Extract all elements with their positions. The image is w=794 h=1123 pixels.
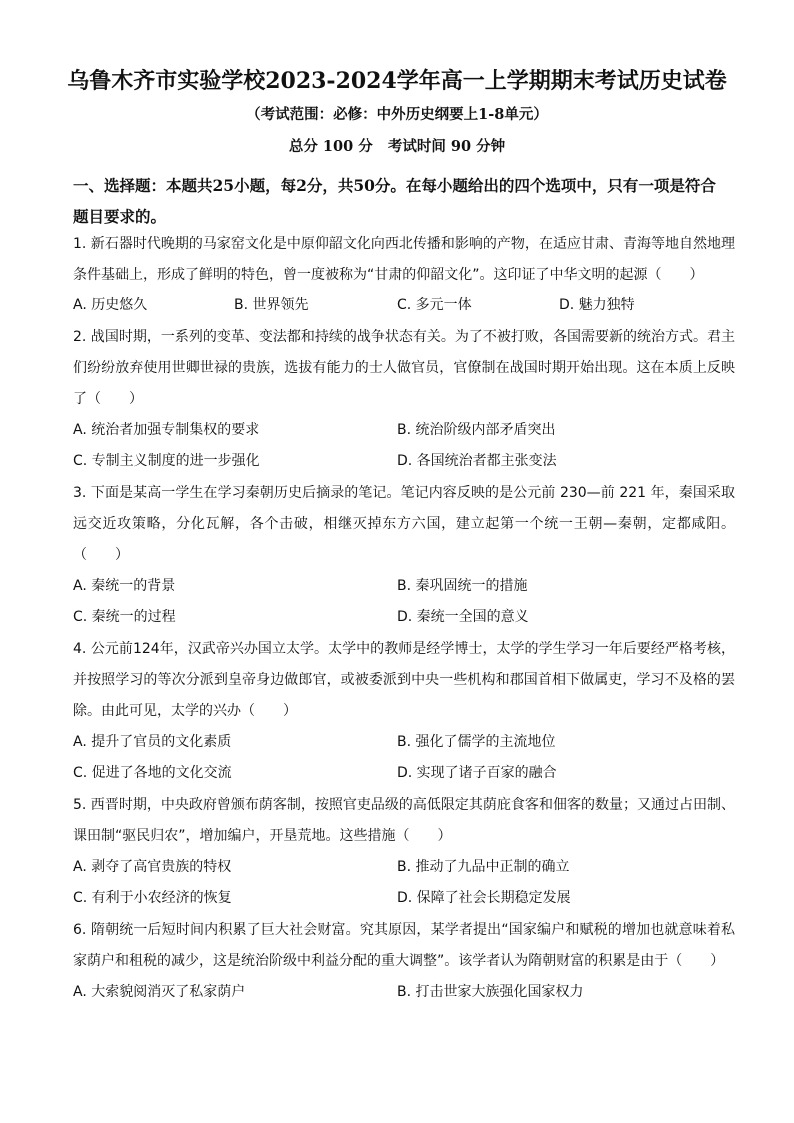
option-a: A. 统治者加强专制集权的要求	[73, 422, 260, 438]
question-4	[73, 634, 735, 727]
option-a: A. 秦统一的背景	[73, 578, 176, 594]
option-c: C. 促进了各地的文化交流	[73, 765, 232, 781]
option-b: B. 秦巩固统一的措施	[397, 578, 528, 594]
section-heading: 一、选择题：本题共25小题，每2分，共50分。在每小题给出的四个选项中，只有一项是符合题目要求的。	[73, 176, 716, 226]
option-b: B. 打击世家大族强化国家权力	[397, 984, 584, 1000]
option-d: D. 魅力独特	[559, 297, 635, 313]
option-d: D. 保障了社会长期稳定发展	[397, 890, 571, 906]
option-d: D. 实现了诸子百家的融合	[397, 765, 557, 781]
option-b: B. 世界领先	[234, 297, 309, 313]
question-stem: 6. 隋朝统一后短时间内积累了巨大社会财富。究其原因，某学者提出“国家编户和赋税的增加也就意味着私家荫户和租税的减少，这是统治阶级中利益分配的重大调整”。该学者认为隋朝财富的积累是由于（ ）	[73, 922, 735, 969]
score-and-time: 总分 100 分 考试时间 90 分钟	[288, 138, 506, 155]
question-1	[73, 229, 735, 291]
exam-scope: （考试范围：必修：中外历史纲要上1-8单元）	[246, 106, 548, 123]
option-a: A. 大索貌阅消灭了私家荫户	[73, 984, 246, 1000]
option-c: C. 多元一体	[397, 297, 472, 313]
question-3	[73, 478, 735, 571]
option-d: D. 秦统一全国的意义	[397, 609, 529, 625]
option-b: B. 统治阶级内部矛盾突出	[397, 422, 556, 438]
question-2	[73, 322, 735, 415]
option-b: B. 推动了九品中正制的确立	[397, 859, 570, 875]
option-a: A. 剥夺了高官贵族的特权	[73, 859, 232, 875]
exam-title: 乌鲁木齐市实验学校2023-2024学年高一上学期期末考试历史试卷	[67, 68, 727, 94]
option-c: C. 有利于小农经济的恢复	[73, 890, 232, 906]
option-d: D. 各国统治者都主张变法	[397, 453, 557, 469]
option-b: B. 强化了儒学的主流地位	[397, 734, 556, 750]
question-6	[73, 915, 735, 977]
option-c: C. 专制主义制度的进一步强化	[73, 453, 260, 469]
question-stem: 5. 西晋时期，中央政府曾颁布荫客制，按照官吏品级的高低限定其荫庇食客和佃客的数量；又通过占田制、课田制“驱民归农”，增加编户，开垦荒地。这些措施（ ）	[73, 797, 735, 844]
question-stem: 4. 公元前124年，汉武帝兴办国立太学。太学中的教师是经学博士，太学的学生学习一年后要经严格考核，并按照学习的等次分派到皇帝身边做郎官，或被委派到中央一些机构和郡国首相下做属吏，学习不及格的罢除。由此可见，太学的兴办（ ）	[73, 641, 735, 719]
question-stem: 3. 下面是某高一学生在学习秦朝历史后摘录的笔记。笔记内容反映的是公元前 230—前 221 年，秦国采取远交近攻策略，分化瓦解，各个击破，相继灭掉东方六国，建立起第一个统一王朝—秦朝，定都咸阳。（ ）	[73, 485, 735, 563]
option-a: A. 历史悠久	[73, 297, 148, 313]
question-stem: 2. 战国时期，一系列的变革、变法都和持续的战争状态有关。为了不被打败，各国需要新的统治方式。君主们纷纷放弃使用世卿世禄的贵族，选拔有能力的士人做官员，官僚制在战国时期开始出现。这在本质上反映了（ ）	[73, 329, 735, 407]
option-a: A. 提升了官员的文化素质	[73, 734, 232, 750]
option-c: C. 秦统一的过程	[73, 609, 176, 625]
question-5	[73, 790, 735, 852]
question-stem: 1. 新石器时代晚期的马家窑文化是中原仰韶文化向西北传播和影响的产物，在适应甘肃、青海等地自然地理条件基础上，形成了鲜明的特色，曾一度被称为“甘肃的仰韶文化”。这印证了中华文明的起源（ ）	[73, 236, 735, 283]
